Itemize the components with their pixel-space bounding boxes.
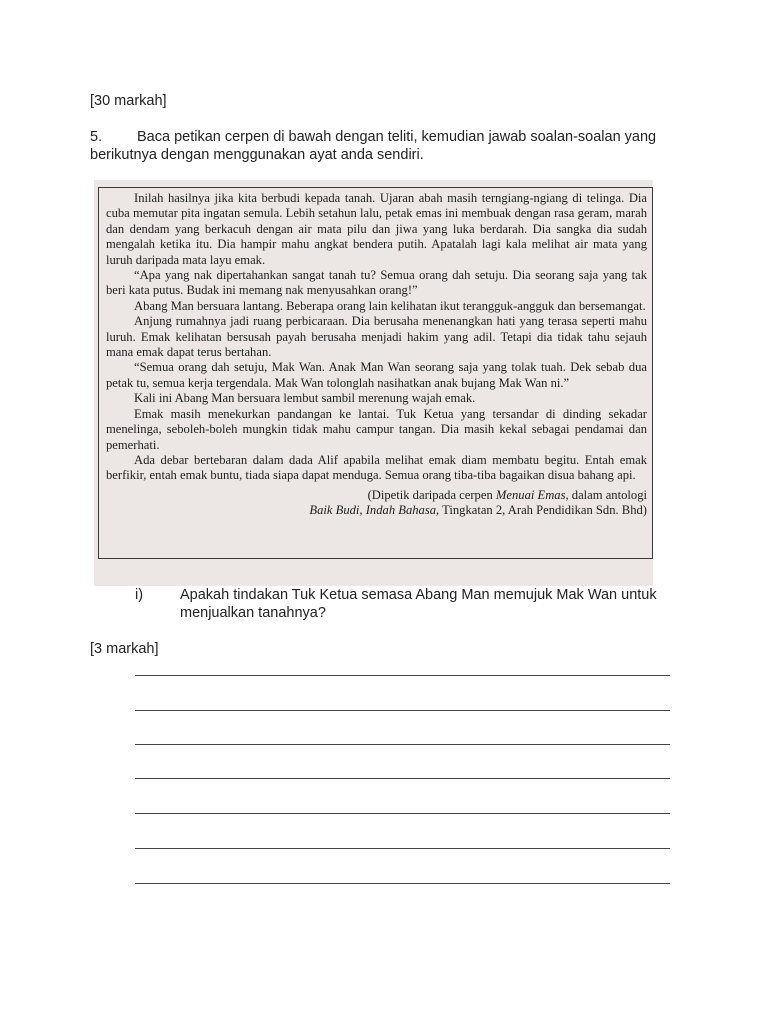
total-marks: [30 markah]: [90, 93, 167, 109]
answer-line[interactable]: [135, 848, 670, 849]
excerpt-scan: [94, 180, 653, 586]
citation-line-1: (Dipetik daripada cerpen Menuai Emas, dalam antologi: [367, 487, 647, 502]
sub-question-text: Apakah tindakan Tuk Ketua semasa Abang Man memujuk Mak Wan untuk menjualkan tanahnya?: [180, 587, 657, 621]
question-number: 5.: [90, 129, 103, 145]
excerpt-paragraph: Kali ini Abang Man bersuara lembut sambil merenung wajah emak.: [134, 391, 476, 406]
excerpt-paragraph: Inilah hasilnya jika kita berbudi kepada tanah. Ujaran abah masih terngiang-ngiang di telinga. Dia cuba memutar pita ingatan semula. Lebih setahun lalu, petak emas ini membuak dengan rasa geram, marah dan dendam yang berkacuh dengan air mata pilu dan jiwa yang luka berdarah. Dia sangka dia sudah mengalah ketika itu. Dia hampir mahu angkat bendera putih. Apatalah lagi kala melihat air mata yang luruh daripada mata layu emak.: [106, 191, 647, 267]
answer-line[interactable]: [135, 813, 670, 814]
excerpt-paragraph: Emak masih menekurkan pandangan ke lantai. Tuk Ketua yang tersandar di dinding sekadar menelinga, seboleh-boleh mungkin tidak mahu campur tangan. Dia masih kekal sebagai pendamai dan pemerhati.: [106, 406, 647, 452]
citation-line-2: Baik Budi, Indah Bahasa, Tingkatan 2, Arah Pendidikan Sdn. Bhd): [309, 503, 647, 518]
question-instruction: Baca petikan cerpen di bawah dengan teliti, kemudian jawab soalan-soalan yang berikutnya dengan menggunakan ayat anda sendiri.: [90, 129, 657, 163]
answer-line[interactable]: [135, 710, 670, 711]
excerpt-paragraph: “Semua orang dah setuju, Mak Wan. Anak Man Wan seorang saja yang tolak tuah. Dek sebab dua petak tu, semua kerja tergendala. Mak Wan tolonglah nasihatkan anak bujang Mak Wan ni.”: [106, 360, 647, 390]
excerpt-paragraph: “Apa yang nak dipertahankan sangat tanah tu? Semua orang dah setuju. Dia seorang saja yang tak beri kata putus. Budak ini memang nak menyusahkan orang!”: [106, 268, 647, 298]
answer-line[interactable]: [135, 778, 670, 779]
excerpt-citation: [106, 488, 647, 519]
answer-line[interactable]: [135, 675, 670, 676]
sub-question-marks: [3 markah]: [90, 641, 159, 657]
excerpt-paragraph: Anjung rumahnya jadi ruang perbicaraan. Dia berusaha menenangkan hati yang terasa seperti mahu luruh. Emak kelihatan bersusah payah berusaha menjadi hakim yang adil. Tetapi dia tidak tahu sejauh mana emak dapat terus bertahan.: [106, 314, 647, 360]
question-5: [90, 128, 690, 164]
excerpt-box: [98, 187, 653, 559]
answer-line[interactable]: [135, 883, 670, 884]
excerpt-paragraph: Abang Man bersuara lantang. Beberapa orang lain kelihatan ikut terangguk-angguk dan bersemangat.: [134, 298, 646, 313]
answer-line[interactable]: [135, 744, 670, 745]
excerpt-paragraph: Ada debar bertebaran dalam dada Alif apabila melihat emak diam membatu begitu. Entah emak berfikir, entah emak buntu, tiada siapa dapat menduga. Semua orang tiba-tiba bagaikan disua bahang api.: [106, 452, 647, 483]
sub-question-label: i): [135, 587, 144, 603]
